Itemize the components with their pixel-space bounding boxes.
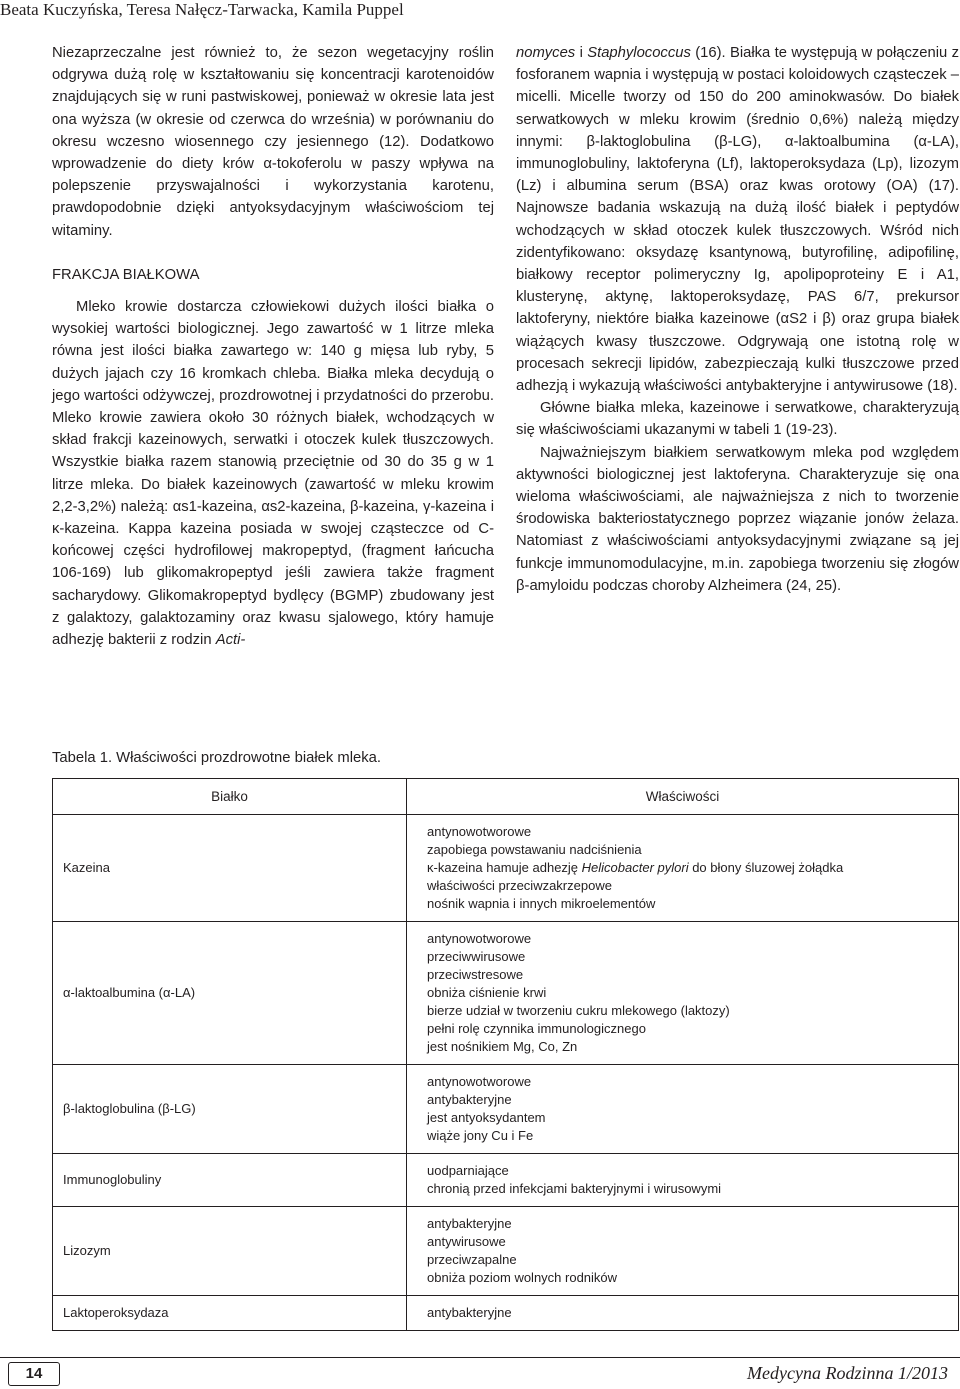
protein-name-cell: Immunoglobuliny [53,1154,407,1207]
column-header-properties: Właściwości [407,779,959,815]
property-line: przeciwstresowe [427,967,524,982]
properties-table [52,778,959,1331]
property-line: antynowotworowe [427,1074,532,1089]
property-line: jest nośnikiem Mg, Co, Zn [427,1039,578,1054]
property-line: obniża poziom wolnych rodników [427,1270,618,1285]
paragraph-text: Mleko krowie dostarcza człowiekowi dużych ilości białka o wysokiej wartości biologicznej. Jego zawartość w 1 litrze mleka równa jest ilości białka zawartego w: 140 g mięsa lub ryby, 5 dużych jajach czy 16 kromkach chleba. Białka mleka decydują o jego wartości odżywczej, prozdrowotnej i przydatności do przerobu. Mleko krowie zawiera około 30 różnych białek, wchodzących w skład frakcji kazeinowych, serwatki i otoczek kulek tłuszczowych. Wszystkie białka razem stanowią przeciętnie od 30 do 35 g w 1 litrze mleka. Do białek kazeinowych (zawartość w mleku krowim 2,2-3,2%) należą: αs1-kazeina, αs2-kazeina, β-kazeina, γ-kazeina i κ-kazeina. Kappa kazeina posiada w swojej cząsteczce od C-końcowej części hydrofilowej makropeptyd, (fragment łańcucha 106-169) lub glikomakropeptyd jeśli zawiera także fragment sacharydowy. Glikomakropeptyd bydlęcy (BGMP) zbudowany jest z galaktozy, galaktozaminy oraz kwasu sjalowego, który hamuje adhezję bakterii z rodzin [52,299,494,649]
property-line: pełni rolę czynnika immunologicznego [427,1021,646,1036]
left-column [52,42,494,651]
italic-genus: nomyces [516,45,576,61]
right-column [516,42,959,597]
property-line: antynowotworowe [427,931,532,946]
property-line: antybakteryjne [427,1092,512,1107]
properties-cell [407,1207,959,1296]
properties-cell [407,1154,959,1207]
body-paragraph [52,296,494,651]
property-line: wiąże jony Cu i Fe [427,1128,534,1143]
protein-name-cell: Laktoperoksydaza [53,1296,407,1331]
table-row [53,1207,959,1296]
table-row [53,815,959,922]
property-line: antywirusowe [427,1234,506,1249]
footer-rule [0,1357,960,1358]
italic-genus: Staphylococcus [587,45,691,61]
page-number: 14 [8,1362,60,1386]
table-caption: Tabela 1. Właściwości prozdrowotne białek mleka. [52,750,381,766]
properties-cell [407,1065,959,1154]
table-header-row [53,779,959,815]
property-line: uodparniające [427,1163,509,1178]
italic-genus: Acti- [215,632,246,649]
property-line: właściwości przeciwzakrzepowe [427,878,612,893]
properties-cell [407,815,959,922]
table-row [53,1065,959,1154]
protein-name-cell: Kazeina [53,815,407,922]
table-row [53,1296,959,1331]
property-line: bierze udział w tworzeniu cukru mlekowego (laktozy) [427,1003,730,1018]
body-paragraph [516,42,959,397]
property-line: chronią przed infekcjami bakteryjnymi i wirusowymi [427,1181,722,1196]
paragraph-text: (16). Białka te występują w połączeniu z fosforanem wapnia i występują w postaci koloidowych cząsteczek – micelli. Micelle tworzy od 150 do 200 aminokwasów. Do białek serwatkowych w mleku krowim (średnio 0,6%) należą między innymi: β-laktoglobulina (β-LG), α-laktoalbumina (α-LA), immunoglobuliny, laktoferyna (Lf), laktoperoksydaza (Lp), lizozym (Lz) i albumina serum (BSA) oraz kwas orotowy (OA) (17). Najnowsze badania wskazują na dużą ilość białek i peptydów wchodzących w skład otoczek kulek tłuszczowych. Wśród nich zidentyfikowano: oksydazę ksantynową, butyrofilinę, adipofilinę, białkowy receptor polimeryczny Ig, apolipoproteiny E i A1, klusterynę, aktynę, laktoperoksydazę, PAS 6/7, prekursor laktoferyny, niektóre białka kazeinowe (αS2 i β) oraz grupa białek wiążących kwasy tłuszczowe. Odgrywają one istotną rolę w procesach sekrecji lipidów, zabezpieczają kulki tłuszczowe przed adhezją i wykazują właściwości antybakteryjne i antywirusowe (18). [516,45,959,395]
section-heading: FRAKCJA BIAŁKOWA [52,266,200,283]
property-line: zapobiega powstawaniu nadciśnienia [427,842,642,857]
table-body [53,815,959,1331]
table-row [53,922,959,1065]
body-paragraph: Najważniejszym białkiem serwatkowym mleka pod względem aktywności biologicznej jest laktoferyna. Charakteryzuje się ona wieloma właściwościami, ale najważniejsza z nich to tworzenie środowiska bakteriostatycznego poprzez wiązanie jonów żelaza. Natomiast z właściwościami antyoksydacyjnymi związane są jej funkcje immunomodulacyjne, m.in. zapobiega tworzeniu się złogów β-amyloidu podczas choroby Alzheimera (24, 25). [516,444,959,594]
protein-name-cell: Lizozym [53,1207,407,1296]
property-line: przeciwwirusowe [427,949,526,964]
property-line: antybakteryjne [427,1305,512,1320]
table-row [53,1154,959,1207]
property-line [427,859,948,877]
body-paragraph: Niezaprzeczalne jest również to, że sezon wegetacyjny roślin odgrywa dużą rolę w kształtowaniu się koncentracji karotenoidów znajdujących się w runi pastwiskowej, ponieważ w okresie lata jest ona wyższa (w okresie od czerwca do września) w porównaniu do okresu wczesno wiosennego czy jesiennego (12). Dodatkowo wprowadzenie do diety krów α-tokoferolu w paszy wpływa na polepszenie przyswajalności i wykorzystania karotenu, prawdopodobnie dzięki antyoksydacyjnym właściwościom tej witaminy. [52,45,494,239]
protein-name-cell: β-laktoglobulina (β-LG) [53,1065,407,1154]
paragraph-text: i [575,45,588,61]
running-head-authors: Beata Kuczyńska, Teresa Nałęcz-Tarwacka, Kamila Puppel [0,0,404,19]
property-line: jest antyoksydantem [427,1110,546,1125]
property-line: antybakteryjne [427,1216,512,1231]
property-line: obniża ciśnienie krwi [427,985,547,1000]
properties-cell [407,922,959,1065]
journal-title: Medycyna Rodzinna 1/2013 [747,1363,948,1383]
property-line: nośnik wapnia i innych mikroelementów [427,896,656,911]
italic-species: Helicobacter pylori [581,860,689,875]
property-text: κ-kazeina hamuje adhezję [427,860,582,875]
body-paragraph: Główne białka mleka, kazeinowe i serwatkowe, charakteryzują się właściwościami ukazanymi w tabeli 1 (19-23). [516,400,959,439]
property-line: antynowotworowe [427,824,532,839]
property-text: do błony śluzowej żołądka [688,860,844,875]
protein-name-cell: α-laktoalbumina (α-LA) [53,922,407,1065]
column-header-protein: Białko [53,779,407,815]
properties-cell [407,1296,959,1331]
property-line: przeciwzapalne [427,1252,517,1267]
